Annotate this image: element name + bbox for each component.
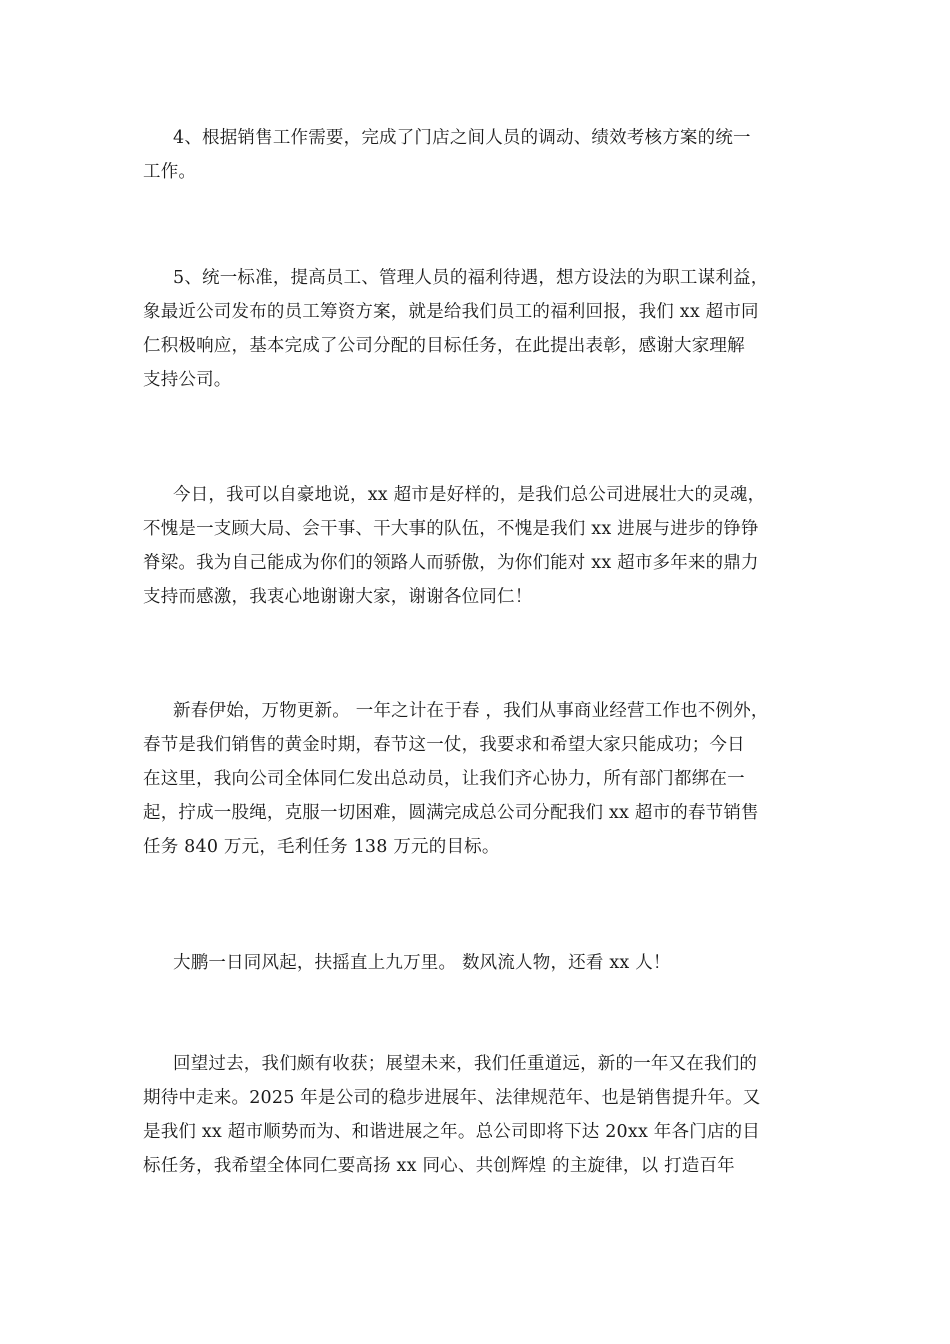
- text-line: 起，拧成一股绳，克服一切困难，圆满完成总公司分配我们 xx 超市的春节销售: [143, 803, 759, 823]
- text-line: 脊梁。我为自己能成为你们的领路人而骄傲，为你们能对 xx 超市多年来的鼎力: [143, 553, 759, 573]
- text-line: 春节是我们销售的黄金时期，春节这一仗，我要求和希望大家只能成功；今日: [143, 735, 745, 755]
- paragraph-spring-festival: [143, 694, 815, 864]
- text-line: 5、统一标准，提高员工、管理人员的福利待遇，想方设法的为职工谋利益，: [173, 268, 769, 288]
- paragraph-item-5: [143, 261, 815, 397]
- paragraph-outlook: [143, 1047, 815, 1183]
- text-line: 标任务，我希望全体同仁要高扬 xx 同心、共创辉煌 的主旋律，以 打造百年: [143, 1156, 735, 1176]
- text-line: 支持而感激，我衷心地谢谢大家，谢谢各位同仁！: [143, 587, 533, 607]
- paragraph-praise: [143, 478, 815, 614]
- text-line: 不愧是一支顾大局、会干事、干大事的队伍，不愧是我们 xx 进展与进步的铮铮: [143, 519, 759, 539]
- text-line: 工作。: [143, 162, 197, 182]
- text-line: 新春伊始，万物更新。 一年之计在于春 ，我们从事商业经营工作也不例外，: [173, 701, 769, 721]
- text-line: 大鹏一日同风起，扶摇直上九万里。 数风流人物，还看 xx 人！: [173, 953, 671, 973]
- paragraph-poem: [143, 946, 815, 980]
- text-line: 任务 840 万元，毛利任务 138 万元的目标。: [143, 837, 500, 857]
- text-line: 回望过去，我们颇有收获；展望未来，我们任重道远，新的一年又在我们的: [173, 1054, 758, 1074]
- text-line: 在这里，我向公司全体同仁发出总动员，让我们齐心协力，所有部门都绑在一: [143, 769, 745, 789]
- paragraph-item-4: [143, 121, 815, 189]
- text-line: 4、根据销售工作需要，完成了门店之间人员的调动、绩效考核方案的统一: [173, 128, 751, 148]
- text-line: 今日，我可以自豪地说，xx 超市是好样的，是我们总公司进展壮大的灵魂，: [173, 485, 766, 505]
- text-line: 是我们 xx 超市顺势而为、和谐进展之年。总公司即将下达 20xx 年各门店的目: [143, 1122, 760, 1142]
- text-line: 仁积极响应，基本完成了公司分配的目标任务，在此提出表彰，感谢大家理解: [143, 336, 745, 356]
- text-line: 象最近公司发布的员工筹资方案，就是给我们员工的福利回报，我们 xx 超市同: [143, 302, 759, 322]
- text-line: 支持公司。: [143, 370, 232, 390]
- text-line: 期待中走来。2025 年是公司的稳步进展年、法律规范年、也是销售提升年。又: [143, 1088, 761, 1108]
